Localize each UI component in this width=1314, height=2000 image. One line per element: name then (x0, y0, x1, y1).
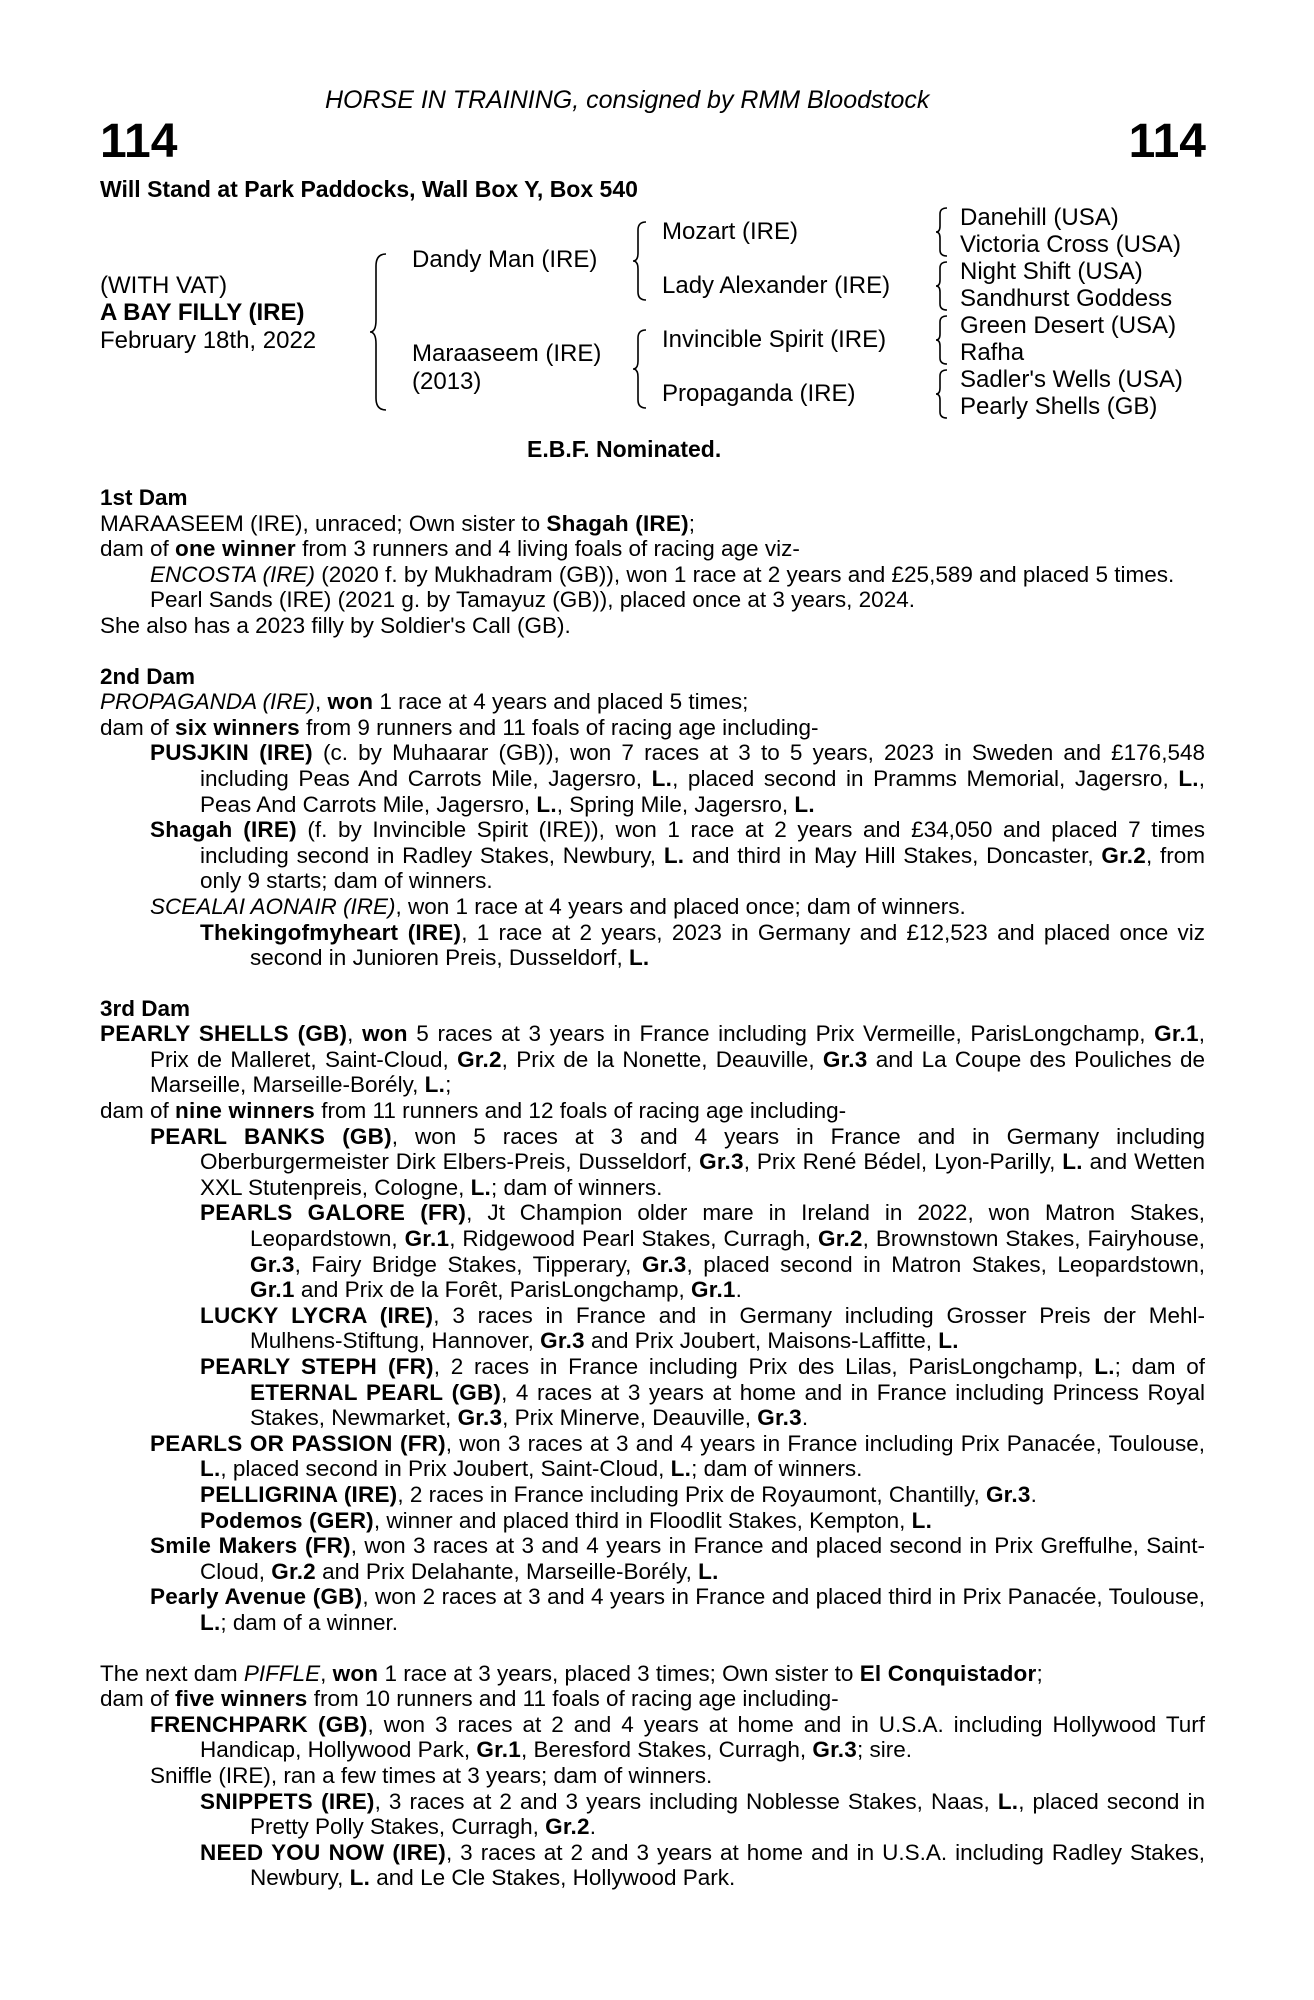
granddam-1: Victoria Cross (USA) (960, 231, 1181, 258)
consignor-line: HORSE IN TRAINING, consigned by RMM Bloodstock (325, 86, 930, 114)
produce-entry: Smile Makers (FR), won 3 races at 3 and 4 years in France and placed second in Prix Greffulhe, Saint-Cloud, Gr.2 and Prix Delahante, Marseille-Borély, L. (150, 1533, 1205, 1584)
lot-number-left: 114 (100, 115, 178, 168)
second-dam-line: PROPAGANDA (IRE), won 1 race at 4 years and placed 5 times; (100, 689, 749, 715)
stand-line: Will Stand at Park Paddocks, Wall Box Y, Box 540 (100, 176, 638, 202)
first-dam-produce-summary: dam of one winner from 3 runners and 4 living foals of racing age viz- (100, 536, 800, 562)
produce-entry: NEED YOU NOW (IRE), 3 races at 2 and 3 years at home and in U.S.A. including Radley Stakes, Newbury, L. and Le Cle Stakes, Hollywood Park. (200, 1839, 1205, 1891)
grandsire-3: Green Desert (USA) (960, 312, 1177, 339)
produce-entry: PEARLS GALORE (FR), Jt Champion older mare in Ireland in 2022, won Matron Stakes, Leopardstown, Gr.1, Ridgewood Pearl Stakes, Curragh, Gr.2, Brownstown Stakes, Fairyhouse, Gr.3, Fairy Bridge Stakes, Tipperary, Gr.3, placed second in Matron Stakes, Leopardstown, Gr.1 and Prix de la Forêt, ParisLongchamp, Gr.1. (200, 1200, 1205, 1303)
produce-entry: SCEALAI AONAIR (IRE), won 1 race at 4 years and placed once; dam of winners. (150, 893, 966, 919)
first-dam-line: MARAASEEM (IRE), unraced; Own sister to Shagah (IRE); (100, 510, 696, 536)
bracket-g3 (936, 314, 950, 366)
foaled-date: February 18th, 2022 (100, 327, 317, 354)
next-dam-produce-summary: dam of five winners from 10 runners and 11 foals of racing age including- (100, 1686, 839, 1712)
grandsire-1: Danehill (USA) (960, 204, 1119, 231)
bracket-g4 (936, 368, 950, 420)
second-dam-produce-summary: dam of six winners from 9 runners and 11 foals of racing age including- (100, 714, 819, 740)
catalogue-body (100, 485, 1205, 1891)
granddam-3: Rafha (960, 339, 1025, 366)
bracket-dam (633, 328, 649, 410)
lot-number-right: 114 (1128, 115, 1206, 168)
produce-entry: FRENCHPARK (GB), won 3 races at 2 and 4 years at home and in U.S.A. including Hollywood Turf Handicap, Hollywood Park, Gr.1, Beresford Stakes, Curragh, Gr.3; sire. (150, 1711, 1205, 1763)
third-dam-produce-summary: dam of nine winners from 11 runners and 12 foals of racing age including- (100, 1098, 847, 1124)
produce-entry: She also has a 2023 filly by Soldier's Call (GB). (100, 612, 571, 638)
produce-entry: PEARLS OR PASSION (FR), won 3 races at 3 and 4 years in France including Prix Panacée, Toulouse, L., placed second in Prix Joubert, Saint-Cloud, L.; dam of winners. (150, 1430, 1205, 1482)
next-dam-line: The next dam PIFFLE, won 1 race at 3 years, placed 3 times; Own sister to El Conquistador; (100, 1660, 1043, 1686)
produce-entry: Pearly Avenue (GB), won 2 races at 3 and 4 years in France and placed third in Prix Panacée, Toulouse, L.; dam of a winner. (150, 1584, 1205, 1635)
dam: Maraaseem (IRE) (412, 340, 602, 367)
produce-entry: PUSJKIN (IRE) (c. by Muhaarar (GB)), won 7 races at 3 to 5 years, 2023 in Sweden and £176,548 including Peas And Carrots Mile, Jagersro, L., placed second in Pramms Memorial, Jagersro, L., Peas And Carrots Mile, Jagersro, L., Spring Mile, Jagersro, L. (150, 740, 1205, 817)
produce-entry: Shagah (IRE) (f. by Invincible Spirit (IRE)), won 1 race at 2 years and £34,050 and placed 7 times including second in Radley Stakes, Newbury, L. and third in May Hill Stakes, Doncaster, Gr.2, from only 9 starts; dam of winners. (150, 817, 1205, 894)
bracket-g2 (936, 260, 950, 312)
third-dam-heading: 3rd Dam (100, 995, 191, 1021)
produce-entry: PEARL BANKS (GB), won 5 races at 3 and 4 years in France and in Germany including Oberburgermeister Dirk Elbers-Preis, Dusseldorf, Gr.3, Prix René Bédel, Lyon-Parilly, L. and Wetten XXL Stutenpreis, Cologne, L.; dam of winners. (150, 1123, 1205, 1200)
sire: Dandy Man (IRE) (412, 246, 598, 273)
subject-horse: A BAY FILLY (IRE) (100, 299, 305, 326)
produce-entry: Podemos (GER), winner and placed third in Floodlit Stakes, Kempton, L. (200, 1507, 933, 1533)
produce-entry: SNIPPETS (IRE), 3 races at 2 and 3 years including Noblesse Stakes, Naas, L., placed second in Pretty Polly Stakes, Curragh, Gr.2. (200, 1788, 1205, 1840)
dam-year: (2013) (412, 368, 482, 395)
granddam-2: Sandhurst Goddess (960, 285, 1173, 312)
produce-entry: PELLIGRINA (IRE), 2 races in France including Prix de Royaumont, Chantilly, Gr.3. (200, 1481, 1037, 1507)
sire-sire: Mozart (IRE) (662, 218, 799, 245)
sire-dam: Lady Alexander (IRE) (662, 272, 891, 299)
produce-entry: PEARLY STEPH (FR), 2 races in France including Prix des Lilas, ParisLongchamp, L.; dam of ETERNAL PEARL (GB), 4 races at 3 years at home and in France including Princess Royal Stakes, Newmarket, Gr.3, Prix Minerve, Deauville, Gr.3. (200, 1354, 1206, 1431)
first-dam-heading: 1st Dam (100, 485, 188, 510)
grandsire-4: Sadler's Wells (USA) (960, 366, 1183, 393)
produce-entry: LUCKY LYCRA (IRE), 3 races in France and in Germany including Grosser Preis der Mehl-Mulhens-Stiftung, Hannover, Gr.3 and Prix Joubert, Maisons-Laffitte, L. (200, 1302, 1205, 1354)
dam-sire: Invincible Spirit (IRE) (662, 326, 887, 353)
bracket-sire (633, 220, 649, 302)
vat-note: (WITH VAT) (100, 272, 228, 299)
grandsire-2: Night Shift (USA) (960, 258, 1143, 285)
bracket-main (370, 252, 390, 412)
second-dam-heading: 2nd Dam (100, 663, 196, 689)
ebf-nominated: E.B.F. Nominated. (527, 436, 722, 462)
produce-entry: ENCOSTA (IRE) (2020 f. by Mukhadram (GB)), won 1 race at 2 years and £25,589 and placed 5 times. (150, 561, 1175, 587)
bracket-g1 (936, 206, 950, 258)
produce-entry: Thekingofmyheart (IRE), 1 race at 2 years, 2023 in Germany and £12,523 and placed once viz second in Junioren Preis, Dusseldorf, L. (200, 919, 1205, 971)
third-dam-line: PEARLY SHELLS (GB), won 5 races at 3 years in France including Prix Vermeille, ParisLongchamp, Gr.1, Prix de Malleret, Saint-Cloud, Gr.2, Prix de la Nonette, Deauville, Gr.3 and La Coupe des Pouliches de Marseille, Marseille-Borély, L.; (100, 1021, 1206, 1098)
dam-dam: Propaganda (IRE) (662, 380, 856, 407)
produce-entry: Pearl Sands (IRE) (2021 g. by Tamayuz (GB)), placed once at 3 years, 2024. (150, 587, 915, 613)
granddam-4: Pearly Shells (GB) (960, 393, 1158, 420)
produce-entry: Sniffle (IRE), ran a few times at 3 years; dam of winners. (150, 1762, 713, 1788)
